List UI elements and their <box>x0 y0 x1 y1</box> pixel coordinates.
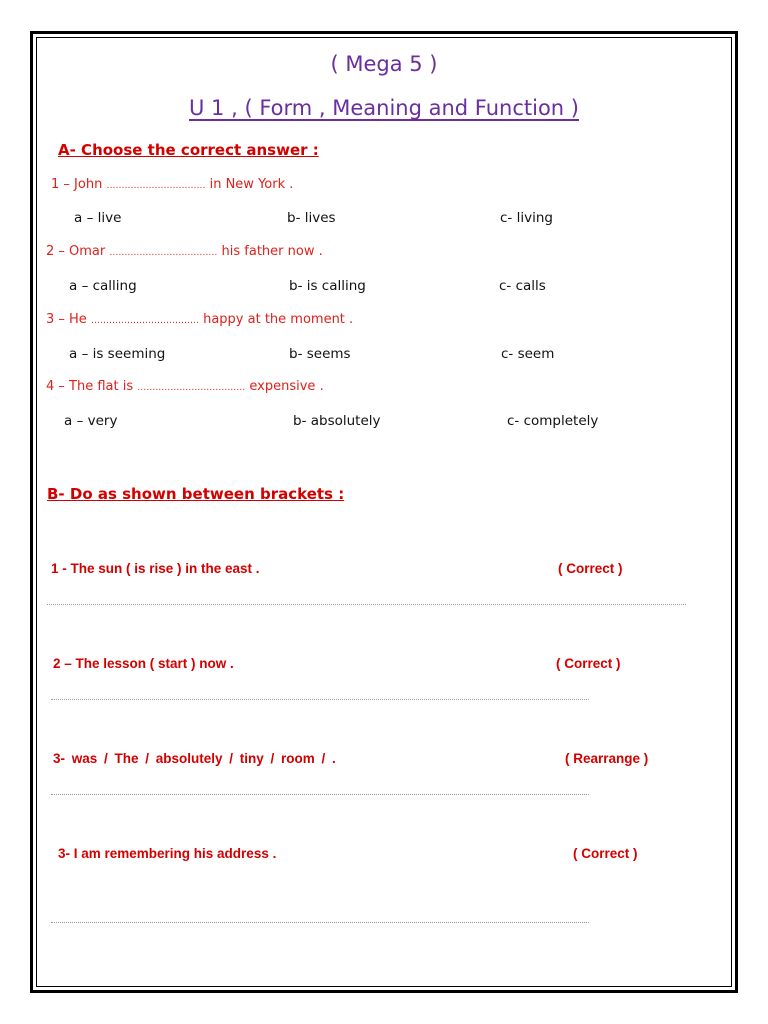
answer-line <box>47 604 686 605</box>
answer-line <box>51 922 589 923</box>
question-text: 4 – The flat is <box>46 379 134 394</box>
option-a: a – very <box>64 413 118 429</box>
option-b: b- absolutely <box>293 413 381 429</box>
exercise-2-instruction: ( Correct ) <box>556 656 621 671</box>
exercise-3-text: 3- was / The / absolutely / tiny / room / . <box>53 751 336 766</box>
question-text: expensive . <box>249 379 324 394</box>
option-c: c- seem <box>501 346 555 362</box>
answer-blank: ……………………………… <box>90 316 199 326</box>
question-text: 1 – John <box>51 177 103 192</box>
question-4 <box>46 379 324 394</box>
question-1 <box>51 177 293 192</box>
exercise-1-text: 1 - The sun ( is rise ) in the east . <box>51 561 260 576</box>
option-b: b- seems <box>289 346 351 362</box>
exercise-2-text: 2 – The lesson ( start ) now . <box>53 656 234 671</box>
option-a: a – is seeming <box>69 346 166 362</box>
exercise-3-instruction: ( Rearrange ) <box>565 751 649 766</box>
question-3 <box>46 312 353 327</box>
exercise-4-instruction: ( Correct ) <box>573 846 638 861</box>
option-c: c- calls <box>499 278 546 294</box>
answer-blank: ……………………………… <box>109 248 218 258</box>
answer-blank: ……………………………… <box>137 383 246 393</box>
option-b: b- is calling <box>289 278 366 294</box>
answer-blank: …………………………… <box>106 181 206 191</box>
question-2 <box>46 244 323 259</box>
option-c: c- completely <box>507 413 599 429</box>
option-a: a – calling <box>69 278 137 294</box>
answer-line <box>51 699 589 700</box>
worksheet-subtitle: U 1 , ( Form , Meaning and Function ) <box>189 96 579 120</box>
question-text: in New York . <box>209 177 294 192</box>
question-text: 3 – He <box>46 312 87 327</box>
worksheet-title: ( Mega 5 ) <box>330 52 438 76</box>
section-a-heading: A- Choose the correct answer : <box>58 141 319 159</box>
option-c: c- living <box>500 210 553 226</box>
question-text: 2 – Omar <box>46 244 106 259</box>
section-b-heading: B- Do as shown between brackets : <box>47 485 345 503</box>
answer-line <box>51 794 589 795</box>
question-text: his father now . <box>221 244 323 259</box>
option-a: a – live <box>74 210 122 226</box>
question-text: happy at the moment . <box>203 312 354 327</box>
exercise-4-text: 3- I am remembering his address . <box>58 846 277 861</box>
exercise-1-instruction: ( Correct ) <box>558 561 623 576</box>
option-b: b- lives <box>287 210 336 226</box>
